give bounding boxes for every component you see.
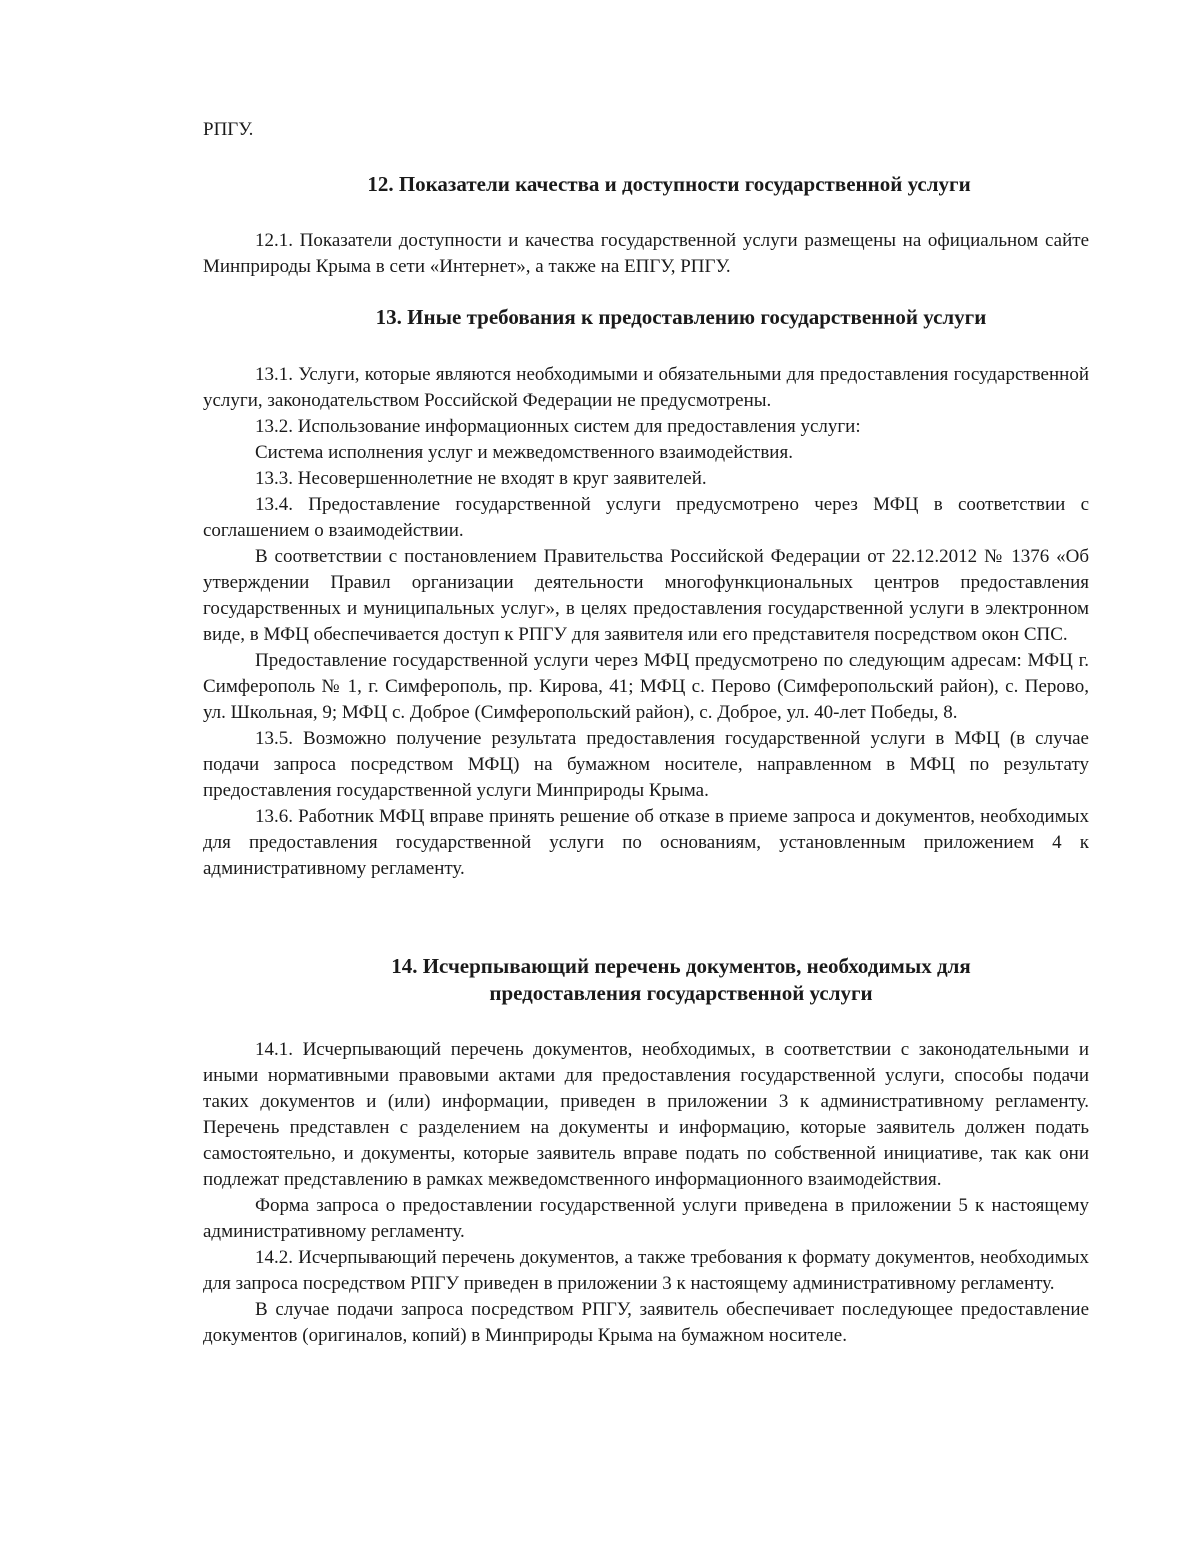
section-13-heading: 13. Иные требования к предоставлению государственной услуги [375,305,987,329]
paragraph-13-4: 13.4. Предоставление государственной услуги предусмотрено через МФЦ в соответствии с соглашением о взаимодействии. [203,494,1089,541]
section-13-body [203,362,1089,882]
top-fragment: РПГУ. [203,119,254,140]
section-12-heading: 12. Показатели качества и доступности государственной услуги [367,172,971,196]
paragraph-13-4-decree: В соответствии с постановлением Правительства Российской Федерации от 22.12.2012 № 1376 «Об утверждении Правил организации деятельности многофункциональных центров предоставления государственных и муниципальных услуг», в целях предоставления государственной услуги в электронном виде, в МФЦ обеспечивается доступ к РПГУ для заявителя или его представителя посредством окон СПС. [203,546,1089,645]
paragraph-13-2-system: Система исполнения услуг и межведомственного взаимодействия. [255,442,793,463]
section-14-heading [203,953,1089,1007]
paragraph-13-5: 13.5. Возможно получение результата предоставления государственной услуги в МФЦ (в случае подачи запроса посредством МФЦ) на бумажном носителе, направленном в МФЦ по результату предоставления государственной услуги Минприроды Крыма. [203,728,1089,801]
paragraph-13-6: 13.6. Работник МФЦ вправе принять решение об отказе в приеме запроса и документов, необходимых для предоставления государственной услуги по основаниям, установленным приложением 4 к административному регламенту. [203,806,1089,879]
section-14-body [203,1037,1089,1349]
section-12-body [203,228,1089,280]
paragraph-14-1: 14.1. Исчерпывающий перечень документов, необходимых, в соответствии с законодательными и иными нормативными правовыми актами для предоставления государственной услуги, способы подачи таких документов и (или) информации, приведен в приложении 3 к административному регламенту. Перечень представлен с разделением на документы и информацию, которые заявитель должен подать самостоятельно, и документы, которые заявитель вправе подать по собственной инициативе, так как они подлежат представлению в рамках межведомственного информационного взаимодействия. [203,1039,1089,1190]
paragraph-12-1: 12.1. Показатели доступности и качества государственной услуги размещены на официальном сайте Минприроды Крыма в сети «Интернет», а также на ЕПГУ, РПГУ. [203,230,1089,277]
paragraph-13-3: 13.3. Несовершеннолетние не входят в круг заявителей. [255,468,707,489]
section-14-heading-line-2: предоставления государственной услуги [489,981,873,1005]
paragraph-14-1-form: Форма запроса о предоставлении государственной услуги приведена в приложении 5 к настоящему административному регламенту. [203,1195,1089,1242]
paragraph-14-2-paper: В случае подачи запроса посредством РПГУ, заявитель обеспечивает последующее предоставление документов (оригиналов, копий) в Минприроды Крыма на бумажном носителе. [203,1299,1089,1346]
paragraph-14-2: 14.2. Исчерпывающий перечень документов, а также требования к формату документов, необходимых для запроса посредством РПГУ приведен в приложении 3 к настоящему административному регламенту. [203,1247,1089,1294]
paragraph-13-4-addresses: Предоставление государственной услуги через МФЦ предусмотрено по следующим адресам: МФЦ г. Симферополь № 1, г. Симферополь, пр. Кирова, 41; МФЦ с. Перово (Симферопольский район), с. Перово, ул. Школьная, 9; МФЦ с. Доброе (Симферопольский район), с. Доброе, ул. 40-лет Победы, 8. [203,650,1089,723]
paragraph-13-1: 13.1. Услуги, которые являются необходимыми и обязательными для предоставления государственной услуги, законодательством Российской Федерации не предусмотрены. [203,364,1089,411]
section-14-heading-line-1: 14. Исчерпывающий перечень документов, необходимых для [391,954,971,978]
paragraph-13-2: 13.2. Использование информационных систем для предоставления услуги: [255,416,861,437]
